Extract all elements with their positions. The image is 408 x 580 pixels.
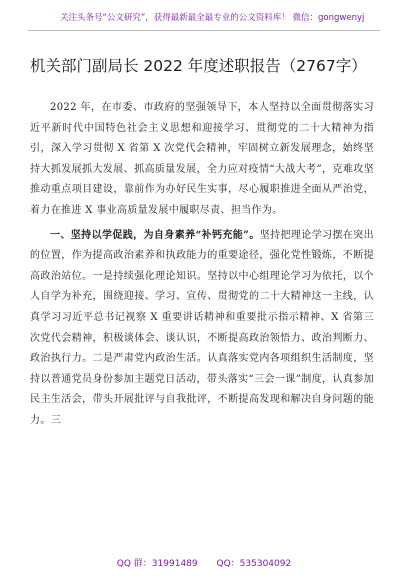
section-heading: 一、坚持以学促践，为自身素养“补钙充能”。 xyxy=(50,229,260,241)
section-body: 坚持把理论学习摆在突出的位置，作为提高政治素养和执政能力的重要途径，强化党性锻炼，不断提高政治站位。一是持续强化理论知识。坚持以中心组理论学习为依托，以个人自学为补充，围绕迎接、学习、宣传、贯彻党的二十大精神这一主线，认真学习习近平总书记视察 X 重要讲话精神和重要批示指示精神、X 省第三次党代会精神，积极谈体会、谈认识，不断提高政治领悟力、政治判断力、政治执行力。二是严肃党内政治生活。认真落实党内各项组织生活制度，坚持以普通党员身份参加主题党日活动，带头落实“三会一课”制度，认真参加民主生活会，带头开展批评与自我批评，不断提高发现和解决自身问题的能力。三 xyxy=(30,229,374,426)
section-paragraph xyxy=(30,226,374,432)
footer-qq-group: QQ 群：31991489 xyxy=(116,559,198,569)
document-title: 机关部门副局长 2022 年度述职报告（2767字） xyxy=(30,57,367,75)
footer-qq-contact: QQ：535304092 xyxy=(216,559,292,569)
header-divider xyxy=(28,30,380,31)
page-footer xyxy=(0,556,408,572)
document-body xyxy=(30,98,374,432)
page-header-banner: 关注头条号“公文研究”，获得最新最全最专业的公文资料库！ 微信：gongwenyj xyxy=(60,13,365,23)
intro-paragraph: 2022 年，在市委、市政府的坚强领导下，本人坚持以全面贯彻落实习近平新时代中国特色社会主义思想和迎接学习、贯彻党的二十大精神为指引，深入学习贯彻 X 省第 X 次党代会精神，牢固树立新发展理念，始终坚持大抓发展抓大发展、抓高质量发展，全力应对疫情“大战大考”，克难攻坚推动重点项目建设，靠前作为办好民生实事，尽心履职推进全面从严治党，着力在推进 X 事业高质量发展中履职尽责、担当作为。 xyxy=(30,102,374,216)
